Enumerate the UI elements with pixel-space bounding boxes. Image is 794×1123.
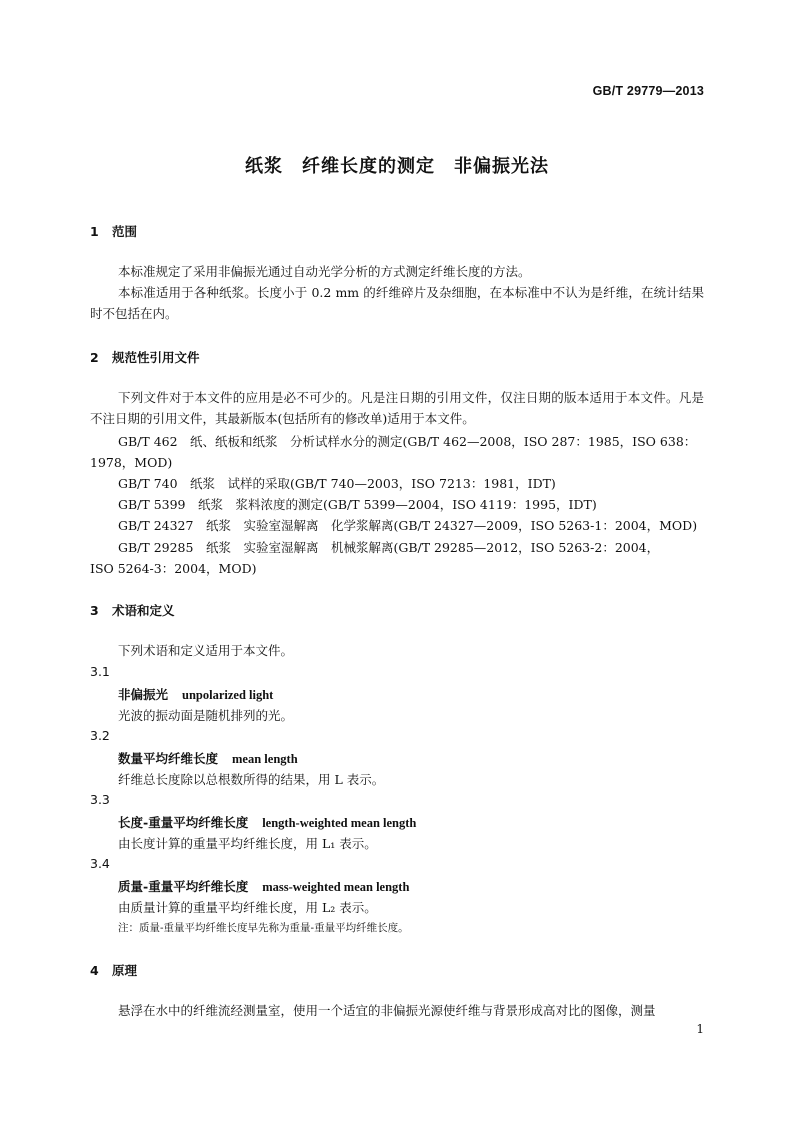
paragraph: 悬浮在水中的纤维流经测量室，使用一个适宜的非偏振光源使纤维与背景形成高对比的图像，测量	[118, 1003, 656, 1018]
reference-line: GB/T 462 纸、纸板和纸浆 分析试样水分的测定(GB/T 462—2008，ISO 287：1985，ISO 638：	[118, 434, 697, 449]
term-number: 3.4	[90, 856, 110, 871]
document-title: 纸浆 纤维长度的测定 非偏振光法	[245, 156, 549, 177]
term-zh: 非偏振光	[118, 687, 169, 702]
section-title: 范围	[112, 224, 138, 239]
standard-code: GB/T 29779—2013	[592, 84, 704, 98]
term-en: length-weighted mean length	[262, 816, 417, 830]
term-heading	[118, 877, 409, 895]
term-number: 3.2	[90, 728, 110, 743]
reference-line: GB/T 29285 纸浆 实验室湿解离 机械浆解离(GB/T 29285—2012，ISO 5263-2：2004，	[118, 540, 660, 555]
reference-line: GB/T 740 纸浆 试样的采取(GB/T 740—2003，ISO 7213：1981，IDT)	[118, 476, 556, 491]
section-title: 原理	[112, 963, 138, 978]
section-title: 术语和定义	[112, 603, 175, 618]
section-number: 1	[90, 224, 99, 239]
term-en: unpolarized light	[182, 688, 274, 702]
term-heading	[118, 813, 416, 831]
term-definition: 由质量计算的重量平均纤维长度，用 L₂ 表示。	[118, 900, 377, 915]
term-definition: 光波的振动面是随机排列的光。	[118, 708, 294, 723]
section-title: 规范性引用文件	[112, 350, 200, 365]
term-number: 3.3	[90, 792, 110, 807]
section-3-heading	[90, 601, 175, 619]
section-4-heading	[90, 961, 137, 979]
term-zh: 质量-重量平均纤维长度	[118, 879, 249, 894]
reference-line: GB/T 24327 纸浆 实验室湿解离 化学浆解离(GB/T 24327—2009，ISO 5263-1：2004，MOD)	[118, 518, 698, 533]
reference-line: 1978，MOD)	[90, 455, 173, 470]
term-zh: 数量平均纤维长度	[118, 751, 219, 766]
paragraph: 下列文件对于本文件的应用是必不可少的。凡是注日期的引用文件，仅注日期的版本适用于本文件。凡是不注日期的引用文件，其最新版本(包括所有的修改单)适用于本文件。	[90, 390, 704, 426]
term-number: 3.1	[90, 664, 110, 679]
paragraph: 本标准规定了采用非偏振光通过自动光学分析的方式测定纤维长度的方法。	[118, 264, 531, 279]
section-number: 4	[90, 963, 99, 978]
term-definition: 由长度计算的重量平均纤维长度，用 L₁ 表示。	[118, 836, 377, 851]
term-heading	[118, 749, 298, 767]
term-heading	[118, 685, 273, 703]
note: 注：质量-重量平均纤维长度早先称为重量-重量平均纤维长度。	[118, 922, 409, 934]
section-number: 3	[90, 603, 99, 618]
reference-line: GB/T 5399 纸浆 浆料浓度的测定(GB/T 5399—2004，ISO 4119：1995，IDT)	[118, 497, 597, 512]
section-2-heading	[90, 348, 200, 366]
term-definition: 纤维总长度除以总根数所得的结果，用 L 表示。	[118, 772, 385, 787]
term-zh: 长度-重量平均纤维长度	[118, 815, 249, 830]
paragraph: 下列术语和定义适用于本文件。	[118, 643, 294, 658]
term-en: mass-weighted mean length	[262, 880, 410, 894]
paragraph: 本标准适用于各种纸浆。长度小于 0.2 mm 的纤维碎片及杂细胞，在本标准中不认为是纤维，在统计结果时不包括在内。	[90, 285, 704, 321]
term-en: mean length	[232, 752, 298, 766]
section-number: 2	[90, 350, 99, 365]
section-1-heading	[90, 222, 137, 240]
page-number: 1	[696, 1022, 704, 1036]
reference-line: ISO 5264-3：2004，MOD)	[90, 561, 257, 576]
